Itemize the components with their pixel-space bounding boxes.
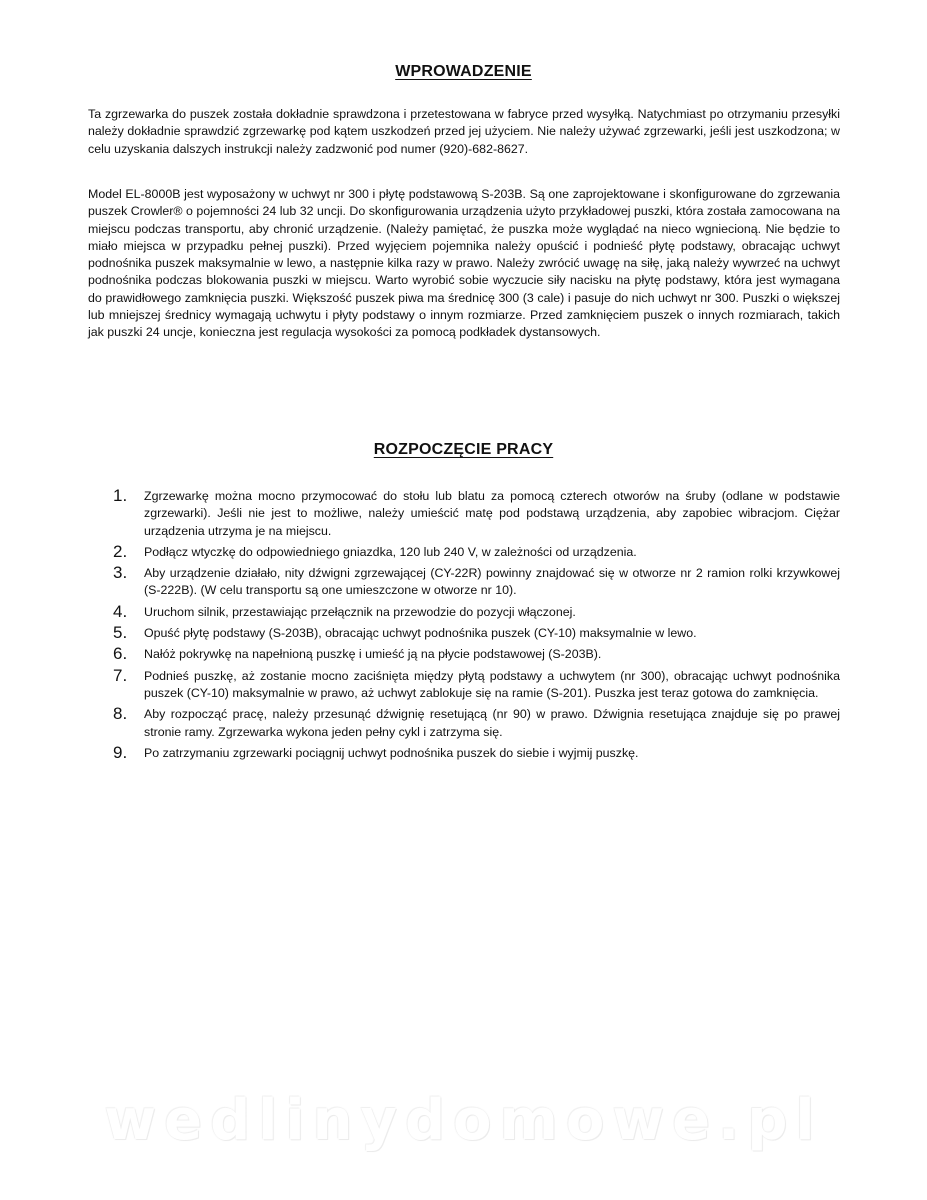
step-number: 5. bbox=[113, 623, 128, 643]
step-text: Zgrzewarkę można mocno przymocować do stołu lub blatu za pomocą czterech otworów na śruby (odlane w podstawie zgrzewarki). Jeśli nie jest to możliwe, należy umieścić matę pod podstawą urządzenia, aby zapobiec wibracjom. Ciężar urządzenia utrzyma je na miejscu. bbox=[144, 489, 840, 538]
step-text: Opuść płytę podstawy (S-203B), obracając uchwyt podnośnika puszek (CY-10) maksymalnie w lewo. bbox=[144, 626, 697, 641]
step-item bbox=[110, 565, 840, 600]
step-text: Podłącz wtyczkę do odpowiedniego gniazdka, 120 lub 240 V, w zależności od urządzenia. bbox=[144, 544, 637, 559]
step-number: 6. bbox=[113, 644, 128, 664]
step-text: Podnieś puszkę, aż zostanie mocno zaciśnięta między płytą podstawy a uchwytem (nr 300), obracając uchwyt podnośnika puszek (CY-10) maksymalnie w prawo, aż uchwyt zablokuje się na ramie (S-201). Puszka jest teraz gotowa do zamknięcia. bbox=[144, 668, 840, 700]
step-item bbox=[110, 625, 840, 642]
step-item bbox=[110, 742, 840, 762]
step-number: 3. bbox=[113, 563, 128, 583]
step-item bbox=[110, 706, 840, 741]
step-text: Aby rozpocząć pracę, należy przesunąć dźwignię resetującą (nr 90) w prawo. Dźwignia resetująca znajduje się po prawej stronie ramy. Zgrzewarka wykona jeden pełny cykl i zatrzyma się. bbox=[144, 707, 840, 739]
step-text: Po zatrzymaniu zgrzewarki pociągnij uchwyt podnośnika puszek do siebie i wyjmij puszkę. bbox=[144, 745, 639, 760]
step-number: 4. bbox=[113, 601, 128, 621]
step-number: 1. bbox=[113, 486, 128, 505]
step-item bbox=[110, 646, 840, 663]
getting-started-heading: ROZPOCZĘCIE PRACY bbox=[373, 441, 554, 458]
step-number: 9. bbox=[113, 742, 128, 762]
step-number: 8. bbox=[113, 704, 128, 724]
step-item bbox=[110, 665, 840, 703]
step-item bbox=[110, 488, 840, 540]
intro-paragraph-inspection: Ta zgrzewarka do puszek została dokładnie sprawdzona i przetestowana w fabryce przed wysyłką. Natychmiast po otrzymaniu przesyłki należy dokładnie sprawdzić zgrzewarkę pod kątem uszkodzeń przed jej użyciem. Nie należy używać zgrzewarki, jeśli jest uszkodzona; w celu uzyskania dalszych instrukcji należy zadzwonić pod numer (920)-682-8627. bbox=[88, 107, 840, 156]
step-text: Nałóż pokrywkę na napełnioną puszkę i umieść ją na płycie podstawowej (S-203B). bbox=[144, 647, 602, 662]
intro-heading: WPROWADZENIE bbox=[395, 63, 532, 80]
getting-started-steps bbox=[110, 488, 840, 766]
watermark: wedlinydomowe.pl bbox=[104, 1088, 823, 1153]
step-text: Aby urządzenie działało, nity dźwigni zgrzewającej (CY-22R) powinny znajdować się w otworze nr 2 ramion rolki krzywkowej (S-222B). (W celu transportu są one umieszczone w otworze nr 10). bbox=[144, 566, 840, 598]
step-text: Uruchom silnik, przestawiając przełącznik na przewodzie do pozycji włączonej. bbox=[144, 604, 576, 619]
step-number: 7. bbox=[113, 665, 128, 685]
step-item bbox=[110, 541, 840, 561]
intro-paragraph-model: Model EL-8000B jest wyposażony w uchwyt nr 300 i płytę podstawową S-203B. Są one zaprojektowane i skonfigurowane do zgrzewania puszek Crowler® o pojemności 24 lub 32 uncji. Do skonfigurowania urządzenia użyto przykładowej puszki, która została zamocowana na miejscu podczas transportu, aby chronić urządzenie. (Należy pamiętać, że puszka może wyglądać na nieco wgniecioną. Nie będzie to miało miejsca w przypadku pełnej puszki). Przed wyjęciem pojemnika należy opuścić i podnieść płytę podstawy, obracając uchwyt podnośnika puszek maksymalnie w lewo, a następnie kilka razy w prawo. Należy zwrócić uwagę na siłę, jaką należy wywrzeć na uchwyt podnośnika podczas blokowania puszki w miejscu. Warto wyrobić sobie wyczucie siły nacisku na płytę podstawy, która jest wymagana do prawidłowego zamknięcia puszki. Większość puszek piwa ma średnicę 300 (3 cale) i pasuje do nich uchwyt nr 300. Puszki o większej lub mniejszej średnicy wymagają uchwytu i płyty podstawy o innym rozmiarze. Przed zamknięciem puszek o innych rozmiarach, takich jak puszki 24 uncje, konieczna jest regulacja wysokości za pomocą podkładek dystansowych. bbox=[88, 187, 840, 340]
step-number: 2. bbox=[113, 541, 128, 561]
step-item bbox=[110, 601, 840, 621]
